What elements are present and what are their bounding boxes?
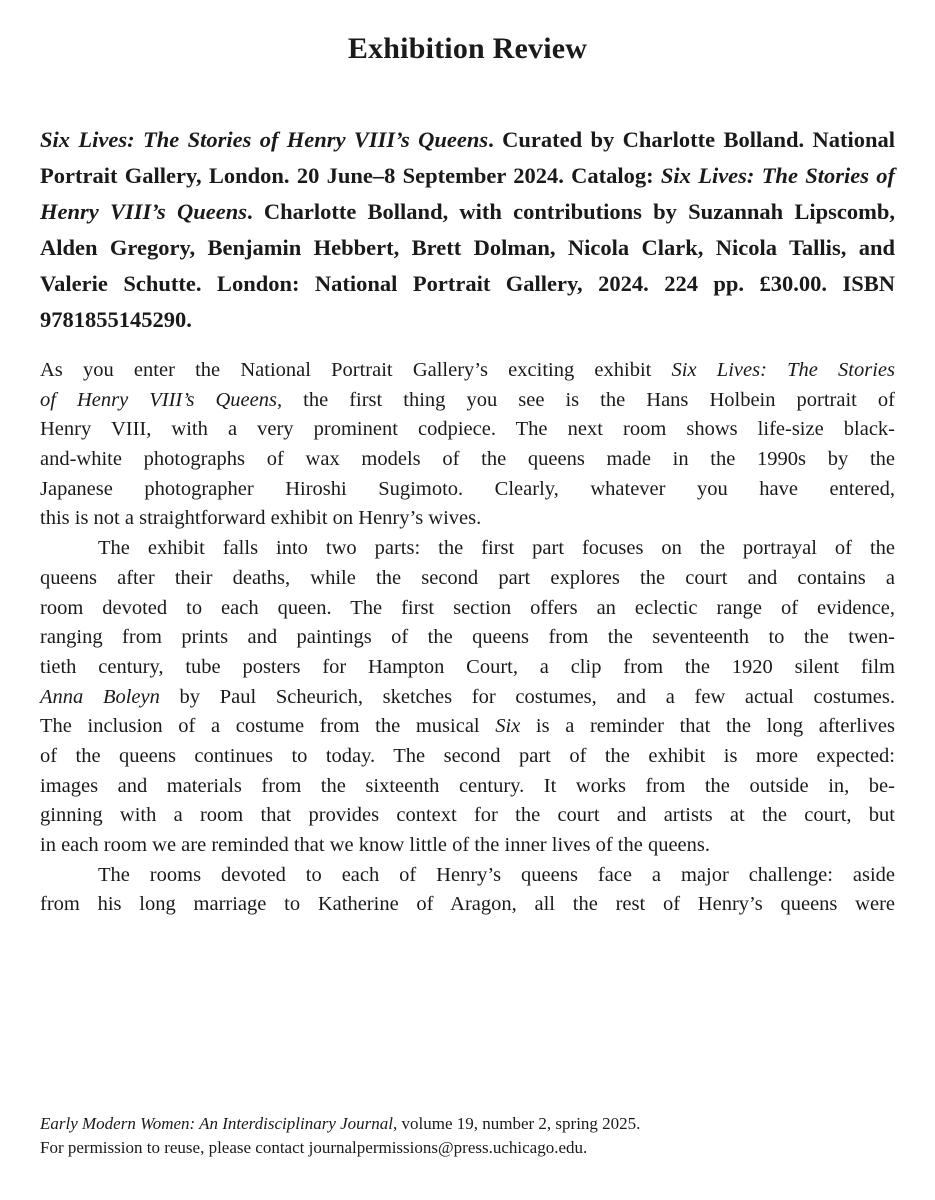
journal-title: Early Modern Women: An Interdisciplinary Journal — [40, 1114, 394, 1133]
paragraph-line: queens after their deaths, while the second part explores the court and contains a — [40, 566, 895, 589]
paragraph-line: and-white photographs of wax models of the queens made in the 1990s by the — [40, 448, 895, 471]
paragraph-line: room devoted to each queen. The first section offers an eclectic range of evidence, — [40, 596, 895, 619]
journal-citation — [40, 1112, 895, 1136]
paragraph-line: images and materials from the sixteenth century. It works from the outside in, be- — [40, 774, 895, 797]
journal-issue: , volume 19, number 2, spring 2025. — [393, 1114, 641, 1133]
paragraph-line: The inclusion of a costume from the musical Six is a reminder that the long afterlives — [40, 715, 895, 738]
exhibit-title: of Henry VIII’s Queens, — [40, 388, 283, 411]
paragraph-line: Anna Boleyn by Paul Scheurich, sketches for costumes, and a few actual costumes. — [40, 685, 895, 708]
catalog-book-title: Six Lives: The Stories of Henry VIII’s Queens — [40, 163, 895, 224]
musical-title: Six — [495, 715, 521, 738]
journal-footer — [40, 1112, 895, 1160]
paragraph-line: Henry VIII, with a very prominent codpiece. The next room shows life-size black- — [40, 418, 895, 441]
permission-notice: For permission to reuse, please contact journalpermissions@press.uchicago.edu. — [40, 1138, 588, 1157]
paragraph-1 — [40, 356, 895, 534]
review-page — [40, 0, 895, 920]
catalog-text: . Charlotte Bolland, with contributions by Suzannah Lipscomb, Alden Gregory, Benjamin Hebbert, Brett Dolman, Nicola Clark, Nicola Tallis, and Valerie Schutte. London: National Portrait Gallery, 2024. 224 pp. £30.00. ISBN 9781855145290. — [40, 199, 895, 332]
paragraph-line: The exhibit falls into two parts: the first part focuses on the portrayal of the — [98, 537, 895, 560]
citation-book-title: Six Lives: The Stories of Henry VIII’s Queens — [40, 127, 489, 152]
paragraph-line: of the queens continues to today. The second part of the exhibit is more expected: — [40, 744, 895, 767]
paragraph-line: from his long marriage to Katherine of Aragon, all the rest of Henry’s queens were — [40, 893, 895, 916]
book-citation — [40, 122, 895, 338]
paragraph-line: As you enter the National Portrait Gallery’s exciting exhibit Six Lives: The Stories — [40, 359, 895, 381]
paragraph-line: ranging from prints and paintings of the queens from the seventeenth to the twen- — [40, 626, 895, 649]
paragraph-line: of Henry VIII’s Queens, the first thing you see is the Hans Holbein portrait of — [40, 388, 895, 411]
paragraph-3 — [40, 861, 895, 920]
paragraph-line: The rooms devoted to each of Henry’s queens face a major challenge: aside — [98, 863, 895, 886]
paragraph-line: Japanese photographer Hiroshi Sugimoto. Clearly, whatever you have entered, — [40, 477, 895, 500]
exhibit-title: Six Lives: The Stories — [671, 359, 895, 381]
review-body — [40, 356, 895, 920]
citation-text: . Curated by Charlotte Bolland. National Portrait Gallery, London. 20 June–8 September 2024. Catalog: — [40, 127, 895, 188]
paragraph-2 — [40, 534, 895, 861]
page-title: Exhibition Review — [347, 32, 588, 65]
paragraph-line: ginning with a room that provides context for the court and artists at the court, but — [40, 804, 895, 827]
paragraph-line: this is not a straightforward exhibit on Henry’s wives. — [40, 507, 482, 530]
film-title: Anna Boleyn — [40, 685, 160, 708]
paragraph-line: in each room we are reminded that we know little of the inner lives of the queens. — [40, 834, 711, 856]
paragraph-line: tieth century, tube posters for Hampton Court, a clip from the 1920 silent film — [40, 655, 895, 678]
